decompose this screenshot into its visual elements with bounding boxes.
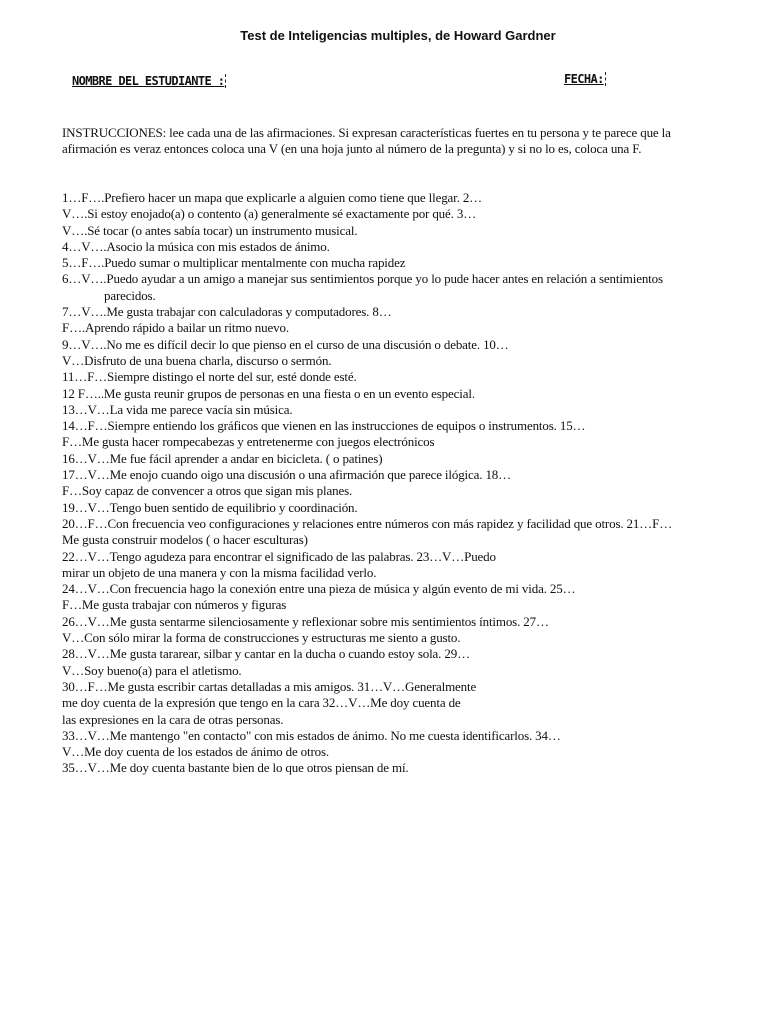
question-line: mirar un objeto de una manera y con la misma facilidad verlo. (62, 564, 377, 580)
question-line: 4…V….Asocio la música con mis estados de ánimo. (62, 238, 330, 254)
question-line: 13…V…La vida me parece vacía sin música. (62, 401, 293, 417)
date-label: FECHA: (564, 72, 604, 86)
question-line: V…Soy bueno(a) para el atletismo. (62, 662, 242, 678)
question-line: las expresiones en la cara de otras personas. (62, 711, 284, 727)
question-line: 28…V…Me gusta tararear, silbar y cantar en la ducha o cuando estoy sola. 29… (62, 646, 470, 662)
question-line: 7…V….Me gusta trabajar con calculadoras y computadores. 8… (62, 304, 392, 320)
question-line: Me gusta construir modelos ( o hacer esculturas) (62, 532, 308, 548)
question-line: 9…V….No me es difícil decir lo que pienso en el curso de una discusión o debate. 10… (62, 336, 509, 352)
question-line: 19…V…Tengo buen sentido de equilibrio y coordinación. (62, 499, 358, 515)
question-line: 22…V…Tengo agudeza para encontrar el significado de las palabras. 23…V…Puedo (62, 548, 496, 564)
instructions-paragraph: INSTRUCCIONES: lee cada una de las afirmaciones. Si expresan características fuertes en tu persona y te parece que la afirmación es veraz entonces coloca una V (en una hoja junto al número de la pregunta) y si no lo es, coloca una F. (62, 125, 671, 157)
questions-list (62, 190, 742, 777)
question-line: F….Aprendo rápido a bailar un ritmo nuevo. (62, 320, 289, 336)
question-line: 35…V…Me doy cuenta bastante bien de lo que otros piensan de mí. (62, 760, 409, 776)
question-line: 14…F…Siempre entiendo los gráficos que vienen en las instrucciones de equipos o instrumentos. 15… (62, 418, 586, 434)
question-line: F…Me gusta hacer rompecabezas y entretenerme con juegos electrónicos (62, 434, 435, 450)
question-line: 5…F….Puedo sumar o multiplicar mentalmente con mucha rapidez (62, 255, 406, 271)
question-line: me doy cuenta de la expresión que tengo en la cara 32…V…Me doy cuenta de (62, 695, 461, 711)
question-line: 17…V…Me enojo cuando oigo una discusión o una afirmación que parece ilógica. 18… (62, 467, 512, 483)
question-line: parecidos. (104, 287, 156, 303)
question-line: 24…V…Con frecuencia hago la conexión entre una pieza de música y algún evento de mi vida. 25… (62, 581, 576, 597)
question-line: 33…V…Me mantengo "en contacto" con mis estados de ánimo. No me cuesta identificarlos. 34… (62, 727, 561, 743)
question-line: 20…F…Con frecuencia veo configuraciones y relaciones entre números con más rapidez y facilidad que otros. 21…F… (62, 515, 673, 531)
question-line: 16…V…Me fue fácil aprender a andar en bicicleta. ( o patines) (62, 450, 383, 466)
question-line: V…Con sólo mirar la forma de construcciones y estructuras me siento a gusto. (62, 630, 461, 646)
question-line: 26…V…Me gusta sentarme silenciosamente y reflexionar sobre mis sentimientos íntimos. 27… (62, 613, 549, 629)
question-line: 6…V….Puedo ayudar a un amigo a manejar sus sentimientos porque yo lo pude hacer antes en relación a sentimientos (62, 271, 663, 287)
question-line: F…Soy capaz de convencer a otros que sigan mis planes. (62, 483, 353, 499)
question-line: 1…F….Prefiero hacer un mapa que explicarle a alguien como tiene que llegar. 2… (62, 190, 483, 205)
document-title: Test de Inteligencias multiples, de Howard Gardner (240, 28, 556, 43)
question-line: V…Me doy cuenta de los estados de ánimo de otros. (62, 744, 330, 760)
question-line: 30…F…Me gusta escribir cartas detalladas a mis amigos. 31…V…Generalmente (62, 678, 477, 694)
question-line: 12 F…..Me gusta reunir grupos de personas en una fiesta o en un evento especial. (62, 385, 475, 401)
student-name-label: NOMBRE DEL ESTUDIANTE : (72, 74, 225, 88)
question-line: V….Si estoy enojado(a) o contento (a) generalmente sé exactamente por qué. 3… (62, 206, 477, 222)
question-line: V….Sé tocar (o antes sabía tocar) un instrumento musical. (62, 222, 358, 238)
question-line: V…Disfruto de una buena charla, discurso o sermón. (62, 352, 332, 368)
question-line: 11…F…Siempre distingo el norte del sur, esté donde esté. (62, 369, 357, 385)
question-line: F…Me gusta trabajar con números y figuras (62, 597, 287, 613)
